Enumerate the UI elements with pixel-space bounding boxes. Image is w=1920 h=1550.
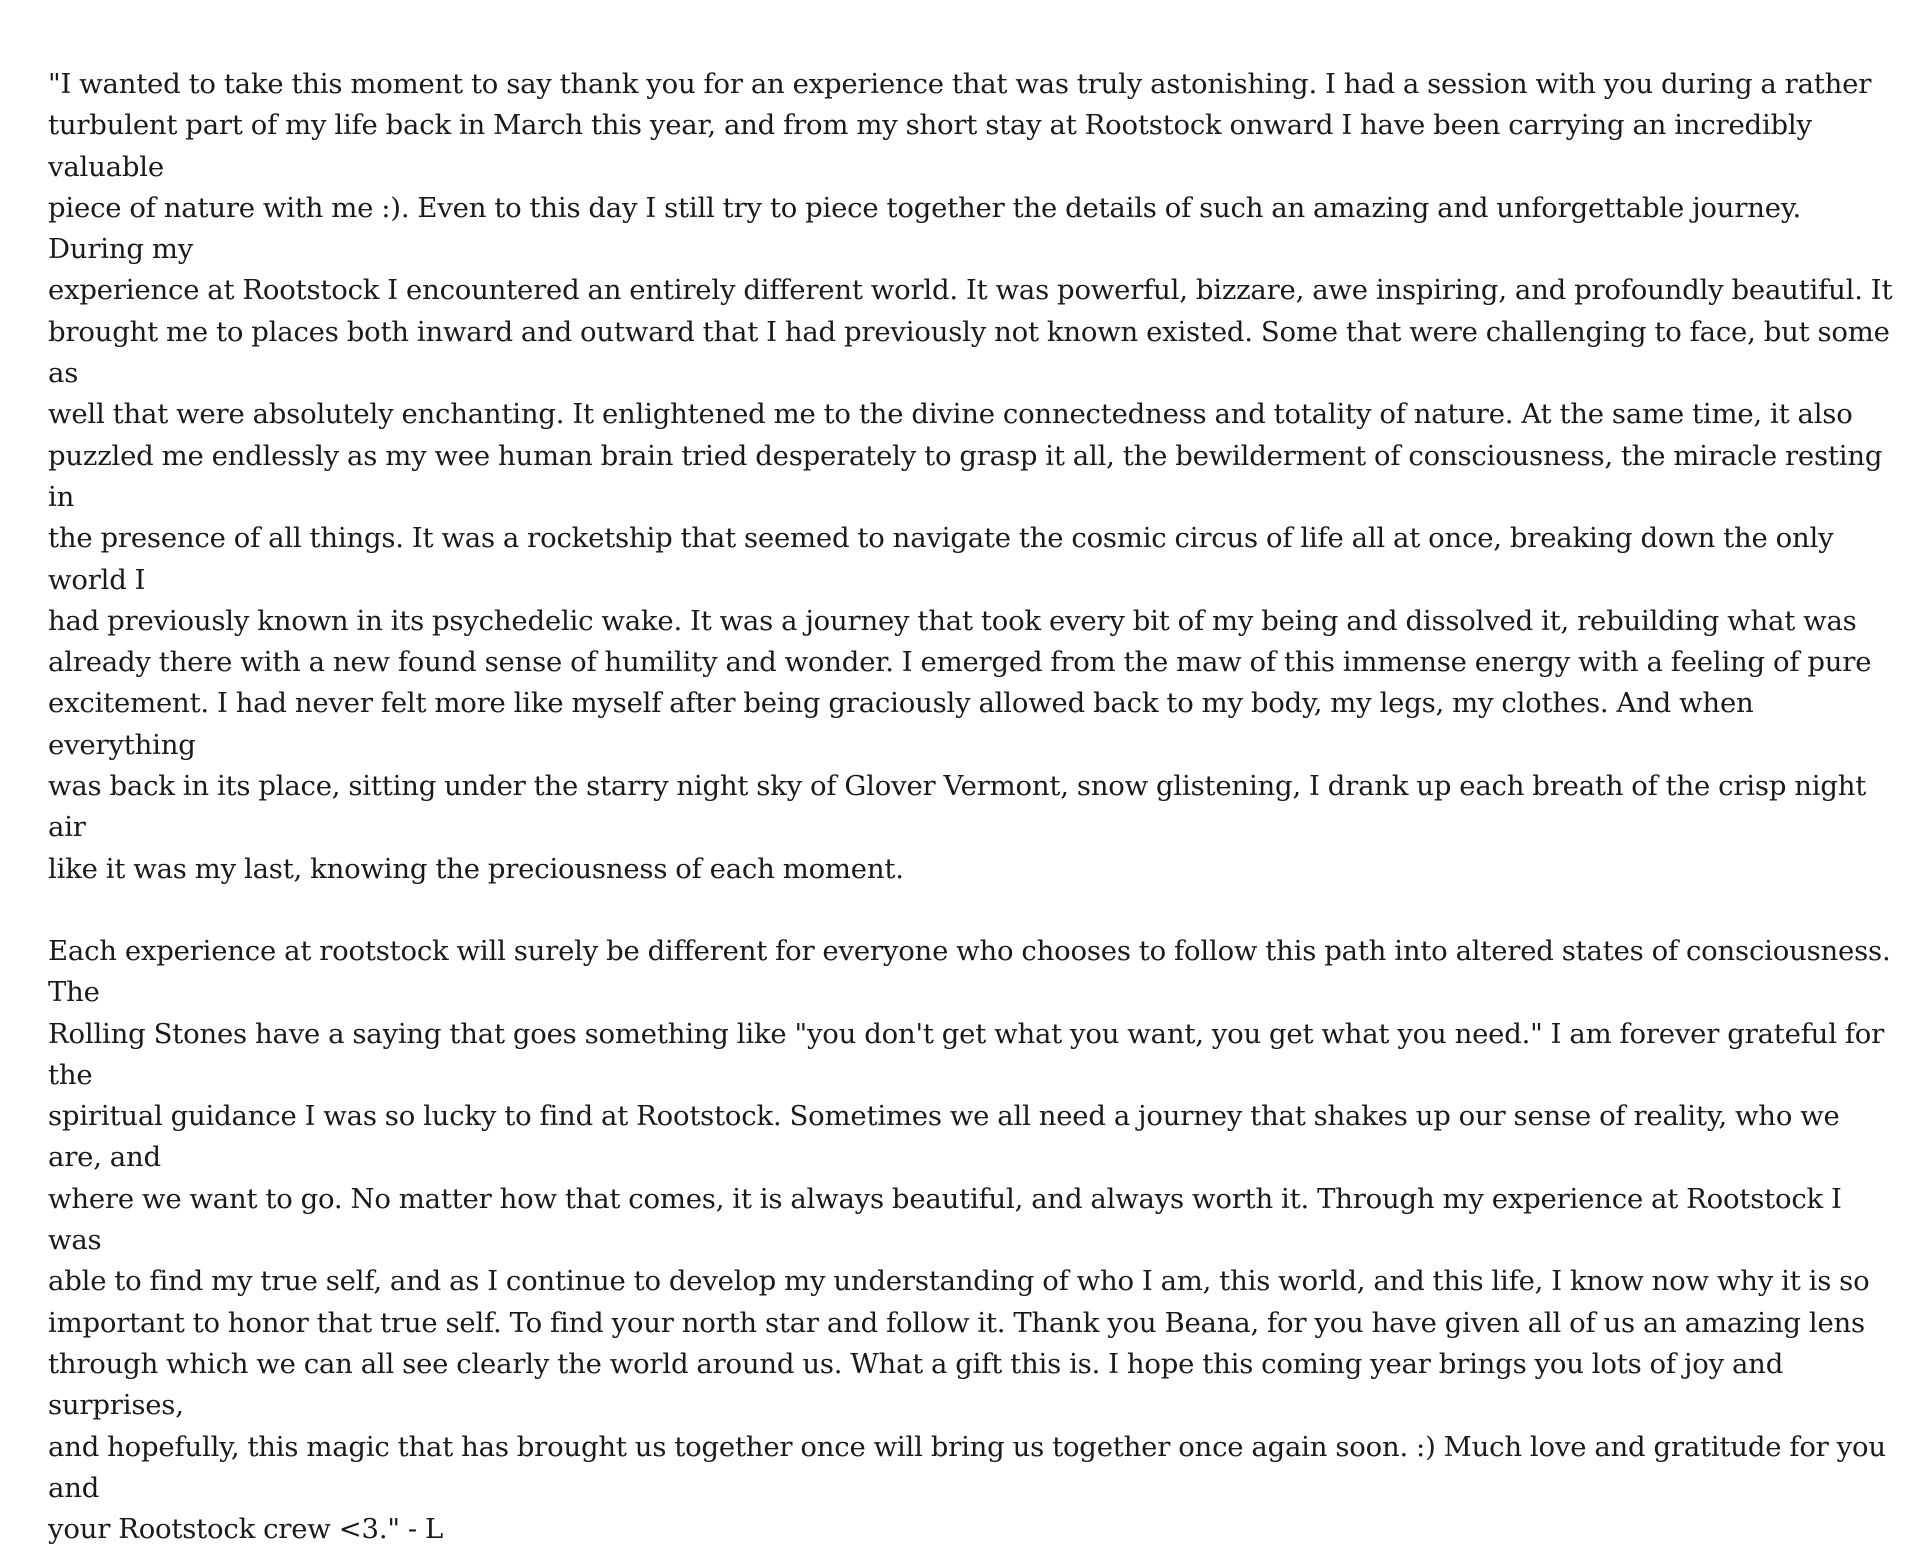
- testimonial-paragraph-2: Each experience at rootstock will surely be different for everyone who chooses to follow this path into altered states of consciousness. The Rolling Stones have a saying that goes something like "you don't get what you want, you get what you need." I am forever grateful for the spiritual guidance I was so lucky to find at Rootstock. Sometimes we all need a journey that shakes up our sense of reality, who we are, and where we want to go. No matter how that comes, it is always beautiful, and always worth it. Through my experience at Rootstock I was able to find my true self, and as I continue to develop my understanding of who I am, this world, and this life, I know now why it is so important to honor that true self. To find your north star and follow it. Thank you Beana, for you have given all of us an amazing lens through which we can all see clearly the world around us. What a gift this is. I hope this coming year brings you lots of joy and surprises, and hopefully, this magic that has brought us together once will bring us together once again soon. :) Much love and gratitude for you and your Rootstock crew <3." - L: [48, 934, 1891, 1546]
- testimonial-paragraph-1: "I wanted to take this moment to say thank you for an experience that was truly astonishing. I had a session with you during a rather turbulent part of my life back in March this year, and from my short stay at Rootstock onward I have been carrying an incredibly valuable piece of nature with me :). Even to this day I still try to piece together the details of such an amazing and unforgettable journey. During my experience at Rootstock I encountered an entirely different world. It was powerful, bizzare, awe inspiring, and profoundly beautiful. It brought me to places both inward and outward that I had previously not known existed. Some that were challenging to face, but some as well that were absolutely enchanting. It enlightened me to the divine connectedness and totality of nature. At the same time, it also puzzled me endlessly as my wee human brain tried desperately to grasp it all, the bewilderment of consciousness, the miracle resting in the presence of all things. It was a rocketship that seemed to navigate the cosmic circus of life all at once, breaking down the only world I had previously known in its psychedelic wake. It was a journey that took every bit of my being and dissolved it, rebuilding what was already there with a new found sense of humility and wonder. I emerged from the maw of this immense energy with a feeling of pure excitement. I had never felt more like myself after being graciously allowed back to my body, my legs, my clothes. And when everything was back in its place, sitting under the starry night sky of Glover Vermont, snow glistening, I drank up each breath of the crisp night air like it was my last, knowing the preciousness of each moment.: [48, 68, 1893, 885]
- testimonial-block: [48, 64, 1894, 1550]
